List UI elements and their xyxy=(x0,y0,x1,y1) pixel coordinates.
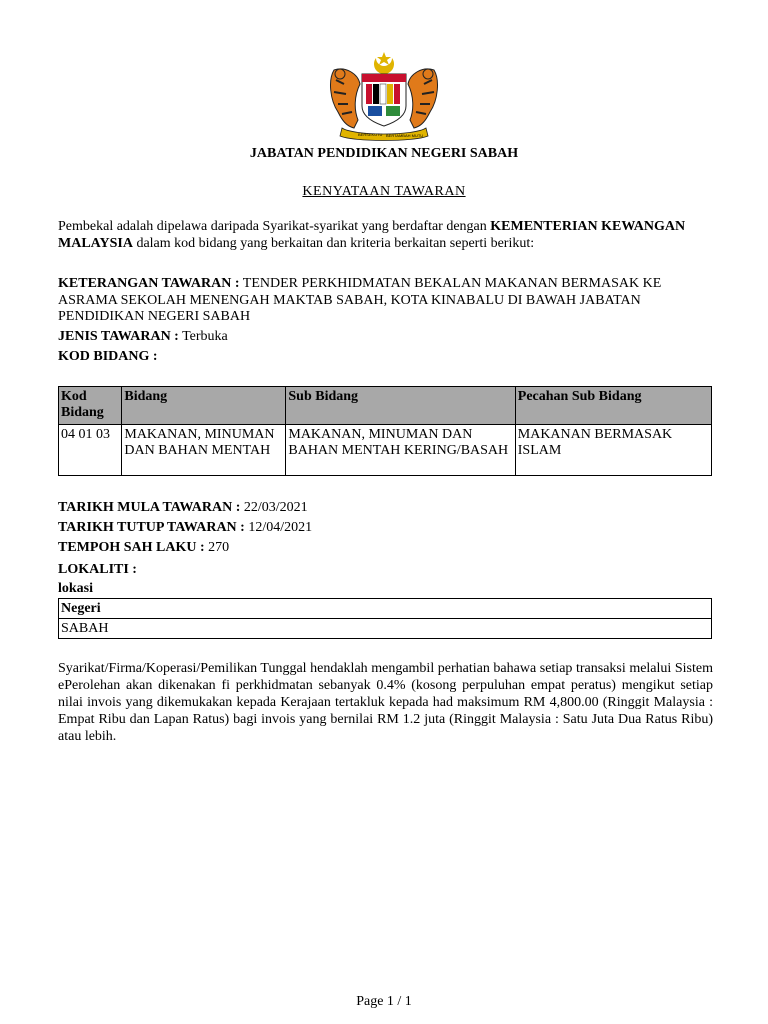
tarikh-tutup: TARIKH TUTUP TAWARAN : 12/04/2021 xyxy=(58,520,313,535)
department-heading: JABATAN PENDIDIKAN NEGERI SABAH xyxy=(249,146,519,161)
document-title: KENYATAAN TAWARAN xyxy=(302,184,466,199)
table-row xyxy=(59,619,712,639)
table-header-row xyxy=(59,387,712,425)
kod-bidang-label: KOD BIDANG : xyxy=(58,349,158,364)
cell-kod: 04 01 03 xyxy=(59,425,122,476)
tarikh-mula: TARIKH MULA TAWARAN : 22/03/2021 xyxy=(58,500,308,515)
cell-negeri: SABAH xyxy=(59,619,712,639)
svg-text:BERSEKUTU: BERSEKUTU xyxy=(358,132,383,137)
svg-text:BERTAMBAH MUTU: BERTAMBAH MUTU xyxy=(386,133,424,138)
cell-pecahan: MAKANAN BERMASAK ISLAM xyxy=(515,425,711,476)
service-fee-notice: Syarikat/Firma/Koperasi/Pemilikan Tunggal hendaklah mengambil perhatian bahawa setiap transaksi melalui Sistem ePerolehan akan dikenakan fi perkhidmatan sebanyak 0.4% (kosong perpuluhan empat peratus) mengikut setiap nilai invois yang dikemukakan kepada Kerajaan tertakluk kepada had maksimum RM 4,800.00 (Ringgit Malaysia : Empat Ribu dan Lapan Ratus) bagi invois yang bernilai RM 1.2 juta (Ringgit Malaysia : Satu Juta Dua Ratus Ribu) atau lebih. xyxy=(58,661,713,744)
lokasi-table xyxy=(58,598,712,639)
cell-bidang: MAKANAN, MINUMAN DAN BAHAN MENTAH xyxy=(122,425,286,476)
lokaliti-label: LOKALITI : xyxy=(58,562,137,577)
tender-type: JENIS TAWARAN : Terbuka xyxy=(58,329,228,344)
header-negeri: Negeri xyxy=(59,599,712,619)
page-number: Page 1 / 1 xyxy=(356,994,412,1009)
header-pecahan-sub-bidang: Pecahan Sub Bidang xyxy=(515,387,711,425)
intro-paragraph: Pembekal adalah dipelawa daripada Syarikat-syarikat yang berdaftar dengan KEMENTERIAN KEWANGAN MALAYSIA dalam kod bidang yang berkaitan dan kriteria berkaitan seperti berikut: xyxy=(58,219,686,251)
tempoh-sah-laku: TEMPOH SAH LAKU : 270 xyxy=(58,540,230,555)
cell-sub-bidang: MAKANAN, MINUMAN DAN BAHAN MENTAH KERING/BASAH xyxy=(286,425,515,476)
coat-of-arms-icon xyxy=(324,50,444,142)
table-row xyxy=(59,425,712,476)
tender-description: KETERANGAN TAWARAN : TENDER PERKHIDMATAN BEKALAN MAKANAN BERMASAK KE ASRAMA SEKOLAH MENENGAH MAKTAB SABAH, KOTA KINABALU DI BAWAH JABATAN PENDIDIKAN NEGERI SABAH xyxy=(58,276,662,324)
lokasi-label: lokasi xyxy=(58,581,94,596)
header-bidang: Bidang xyxy=(122,387,286,425)
header-sub-bidang: Sub Bidang xyxy=(286,387,515,425)
table-header-row xyxy=(59,599,712,619)
kod-bidang-table xyxy=(58,386,712,476)
header-kod-bidang: Kod Bidang xyxy=(59,387,122,425)
